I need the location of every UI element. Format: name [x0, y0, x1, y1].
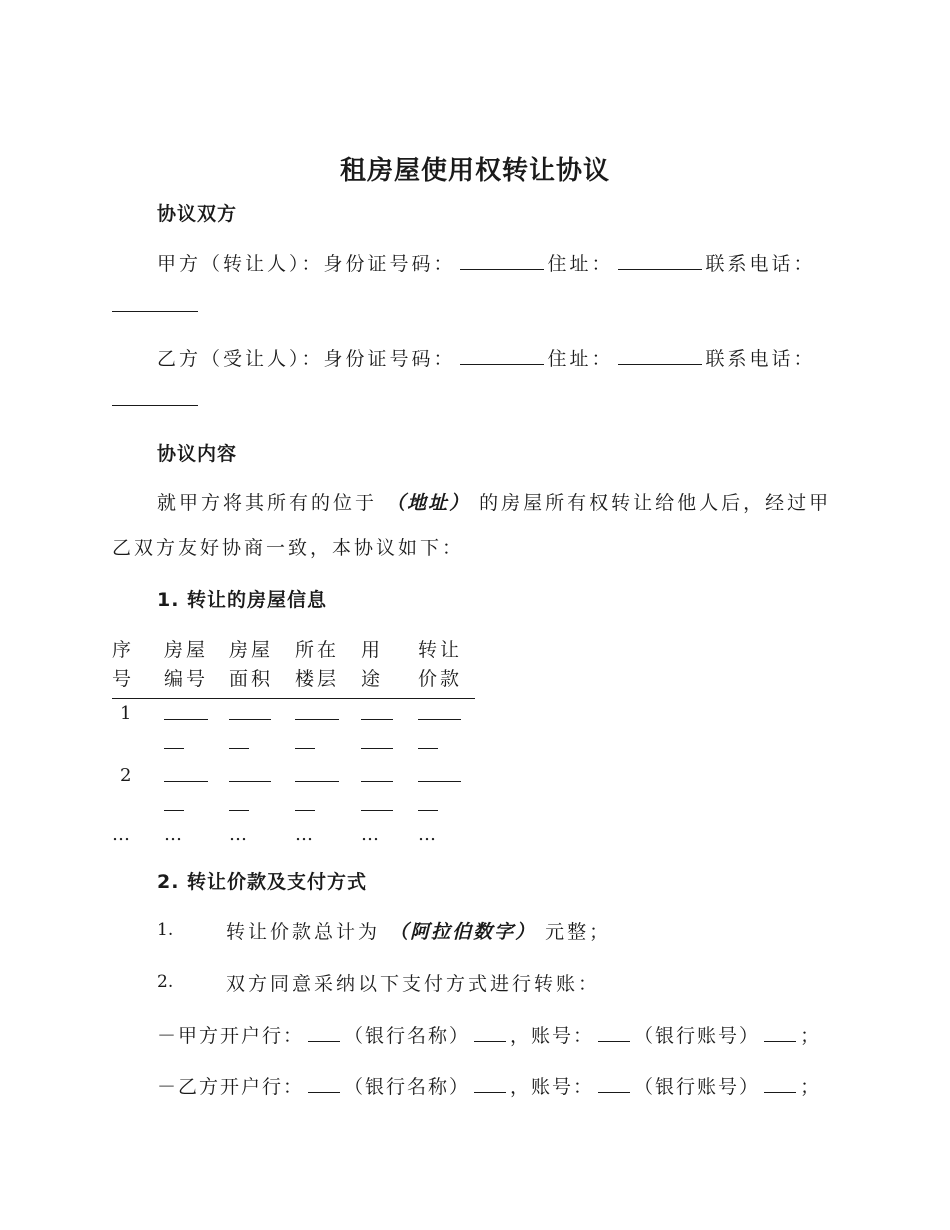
party-b-phone-blank: [112, 405, 198, 406]
table-header-row: [112, 636, 475, 699]
party-a-id-label: 身份证号码：: [323, 253, 456, 275]
party-a-address-blank: [618, 249, 702, 270]
bank-a-blank-4: [764, 1021, 796, 1042]
bank-b-account-placeholder: （银行账号）: [634, 1076, 761, 1098]
item-number-2: 2.: [157, 972, 174, 992]
table-row: [112, 823, 475, 847]
bank-a-blank-2: [474, 1021, 506, 1042]
bank-a-prefix: －甲方开户行：: [157, 1025, 305, 1047]
item-2-text: 双方同意采纳以下支付方式进行转账：: [226, 973, 601, 995]
section-heading-parties: 协议双方: [157, 203, 238, 225]
amount-placeholder: （阿拉伯数字）: [389, 921, 537, 943]
amount-suffix: 元整；: [545, 921, 612, 943]
ellipsis-cell: …: [229, 824, 250, 845]
party-b-address-blank: [618, 344, 702, 365]
ellipsis-cell: …: [112, 824, 133, 845]
area-blank: [229, 761, 295, 823]
bank-line-party-a: －甲方开户行： （银行名称） ，账号： （银行账号） ；: [157, 1021, 821, 1048]
bank-a-name-placeholder: （银行名称）: [344, 1025, 471, 1047]
party-a-phone-blank: [112, 311, 198, 312]
bank-b-account-label: ，账号：: [510, 1076, 595, 1098]
party-b-id-blank: [460, 344, 544, 365]
bank-a-account-placeholder: （银行账号）: [634, 1025, 761, 1047]
intro-text-1: 就甲方将其所有的位于: [157, 492, 378, 514]
section-heading-house-info: 1. 转让的房屋信息: [157, 589, 328, 611]
party-b-id-label: 身份证号码：: [323, 348, 456, 370]
house-info-table: [112, 636, 475, 847]
party-b-phone-label: 联系电话：: [705, 348, 816, 370]
row-number: 2: [120, 765, 135, 786]
intro-line-1: [157, 488, 831, 515]
house-id-blank: [164, 699, 229, 761]
item-number-1: 1.: [157, 920, 174, 940]
party-a-phone-label: 联系电话：: [705, 253, 816, 275]
item-1-text: [226, 917, 611, 944]
house-id-blank: [164, 761, 229, 823]
col-header-area: 房屋 面积: [229, 636, 295, 699]
bank-line-party-b: －乙方开户行： （银行名称） ，账号： （银行账号） ；: [157, 1072, 821, 1099]
ellipsis-cell: …: [361, 824, 382, 845]
bank-b-prefix: －乙方开户行：: [157, 1076, 305, 1098]
col-header-house-id: 房屋 编号: [164, 636, 229, 699]
ellipsis-cell: …: [295, 824, 316, 845]
intro-line-2: 乙双方友好协商一致，本协议如下：: [112, 537, 465, 559]
table-row: [112, 699, 475, 762]
price-blank: [418, 699, 475, 761]
bank-b-name-placeholder: （银行名称）: [344, 1076, 471, 1098]
col-header-usage: 用 途: [361, 636, 418, 699]
bank-a-account-label: ，账号：: [510, 1025, 595, 1047]
total-price-text: 转让价款总计为: [226, 921, 381, 943]
floor-blank: [295, 761, 361, 823]
bank-a-blank-1: [308, 1021, 340, 1042]
document-title: 租房屋使用权转让协议: [339, 156, 610, 186]
floor-blank: [295, 699, 361, 761]
ellipsis-cell: …: [418, 824, 439, 845]
bank-b-blank-2: [474, 1072, 506, 1093]
col-header-floor: 所在 楼层: [295, 636, 361, 699]
party-b-line: [157, 344, 816, 371]
section-heading-payment: 2. 转让价款及支付方式: [157, 871, 368, 893]
section-heading-content: 协议内容: [157, 443, 238, 465]
row-number: 1: [120, 703, 135, 724]
party-b-address-label: 住址：: [547, 348, 614, 370]
address-placeholder: （地址）: [386, 492, 471, 514]
party-b-label: 乙方（受让人）：: [157, 348, 324, 370]
usage-blank: [361, 699, 418, 761]
ellipsis-cell: …: [164, 824, 185, 845]
bank-b-blank-4: [764, 1072, 796, 1093]
party-a-line: [157, 249, 816, 276]
intro-text-2: 的房屋所有权转让给他人后，经过甲: [479, 492, 832, 514]
bank-a-blank-3: [598, 1021, 630, 1042]
area-blank: [229, 699, 295, 761]
table-row: [112, 761, 475, 823]
bank-b-blank-3: [598, 1072, 630, 1093]
price-blank: [418, 761, 475, 823]
party-a-id-blank: [460, 249, 544, 270]
party-a-address-label: 住址：: [547, 253, 614, 275]
usage-blank: [361, 761, 418, 823]
party-a-label: 甲方（转让人）：: [157, 253, 324, 275]
col-header-seq: 序 号: [112, 636, 164, 699]
col-header-price: 转让 价款: [418, 636, 475, 699]
bank-b-blank-1: [308, 1072, 340, 1093]
